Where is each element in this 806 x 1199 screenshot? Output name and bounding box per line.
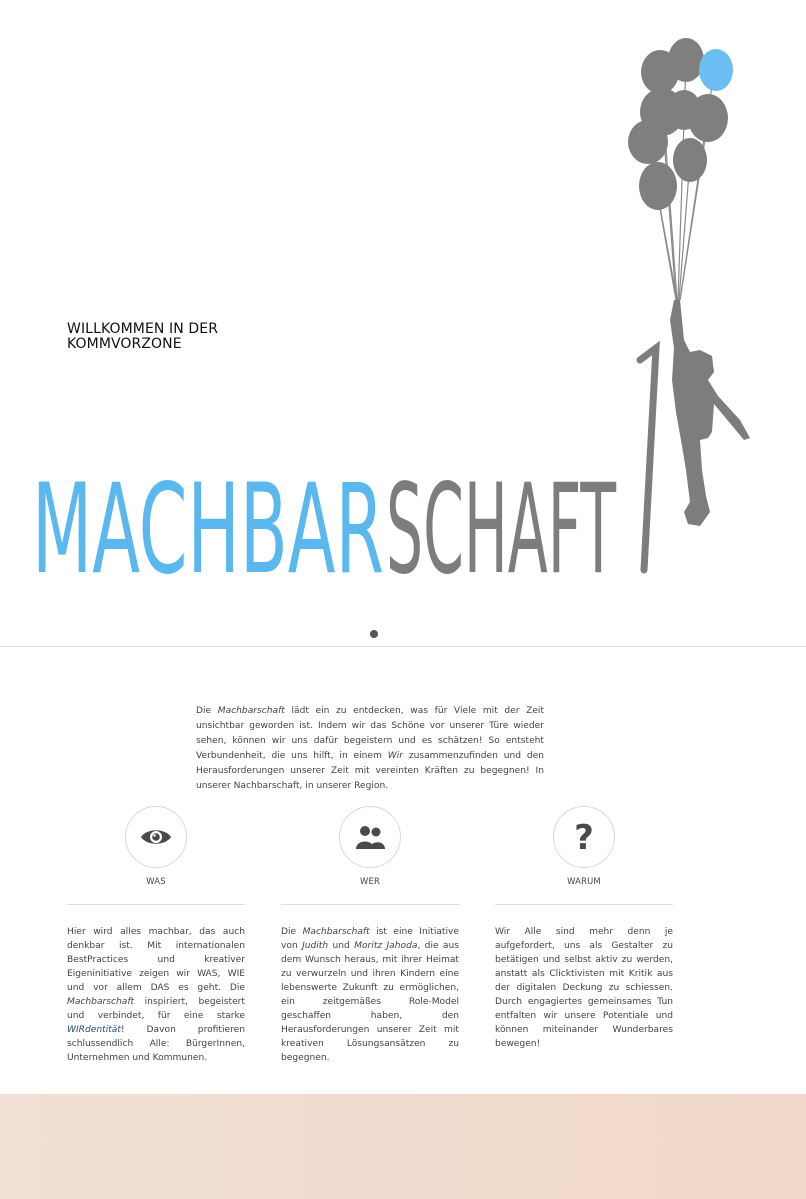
wer-emphasis-2: Judith [302, 941, 329, 951]
hero-title [67, 322, 218, 352]
feature-divider [67, 904, 245, 905]
feature-was [67, 806, 245, 1065]
intro-paragraph [196, 704, 544, 794]
hero-title-line2: KOMMVORZONE [67, 336, 182, 352]
wer-emphasis-1: Machbarschaft [302, 927, 370, 937]
wer-text-4: , die aus dem Wunsch heraus, mit ihrer Heimat zu verwurzeln und ihren Kindern eine lebenswerte Zukunft zu ermöglichen, ein zeitgemäßes Role-Model geschaffen haben, den Herausforderungen unserer Zeit mit kreativen Lösungsansätzen zu begegnen. [281, 941, 459, 1063]
feature-text-warum: Wir Alle sind mehr denn je aufgefordert, uns als Gestalter zu betätigen und selbst aktiv zu werden, anstatt als Clicktivisten mit Kritik aus der digitalen Deckung zu schiessen. Durch engagiertes gemeinsames Tun entfalten wir unsere Potentiale und können miteinander Wunderbares bewegen! [495, 927, 673, 1049]
was-text-1: Hier wird alles machbar, das auch denkbar ist. Mit internationalen BestPractices und kreativer Eigeninitiative zeigen wir WAS, WIE und vor allem DAS es geht. Die [67, 927, 245, 993]
warum-icon-button[interactable] [553, 806, 615, 868]
was-text-3: ! Davon profitieren schlussendlich Alle: BürgerInnen, Unternehmen und Kommunen. [67, 1025, 245, 1063]
svg-text:?: ? [574, 821, 594, 853]
feature-label-warum: WARUM [567, 876, 601, 886]
feature-label-wer: WER [360, 876, 380, 886]
feature-wer [281, 806, 459, 1065]
logo-part-machbar: MACHBAR [32, 458, 384, 602]
feature-text-was [67, 925, 245, 1065]
background-band [0, 1094, 806, 1199]
eye-icon [140, 826, 172, 848]
wer-text-1: Die [281, 927, 303, 937]
feature-divider [281, 904, 459, 905]
hero-title-line1: WILLKOMMEN IN DER [67, 321, 219, 337]
feature-warum [495, 806, 673, 1051]
feature-text-wer [281, 925, 459, 1065]
intro-text-2: lädt ein zu entdecken, was für Viele mit der Zeit unsichtbar geworden ist. Indem wir das Schöne vor unserer Türe wieder sehen, können wir uns dafür begeistern und es schätzen! So entsteht Verbundenheit, die uns hilft, in einem [196, 706, 545, 761]
section-divider [0, 646, 806, 647]
was-text-2: inspiriert, begeistert und verbindet, für eine starke [67, 997, 245, 1021]
intro-emphasis-2: Wir [387, 751, 403, 761]
wer-text-3: und [328, 941, 355, 951]
question-icon [572, 821, 596, 853]
wirdentitaet-link[interactable]: WIRdentität [67, 1025, 121, 1035]
wer-text-2: ist eine Initiative von [281, 927, 459, 951]
intro-text-3: zusammenzufinden und den Herausforderungen unserer Zeit mit vereinten Kräften zu begegnen! In unserer Nachbarschaft, in unserer Region. [196, 751, 544, 791]
intro-text-1: Die [196, 706, 218, 716]
slider-pagination-dot[interactable] [370, 630, 378, 638]
was-icon-button[interactable] [125, 806, 187, 868]
users-icon [354, 824, 386, 850]
was-emphasis: Machbarschaft [67, 997, 135, 1007]
wer-emphasis-3: Moritz Jahoda [354, 941, 418, 951]
wer-icon-button[interactable] [339, 806, 401, 868]
intro-emphasis-1: Machbarschaft [217, 706, 285, 716]
feature-label-was: WAS [146, 876, 166, 886]
feature-divider [495, 904, 673, 905]
logo-part-schaft: SCHAFT [386, 458, 617, 602]
